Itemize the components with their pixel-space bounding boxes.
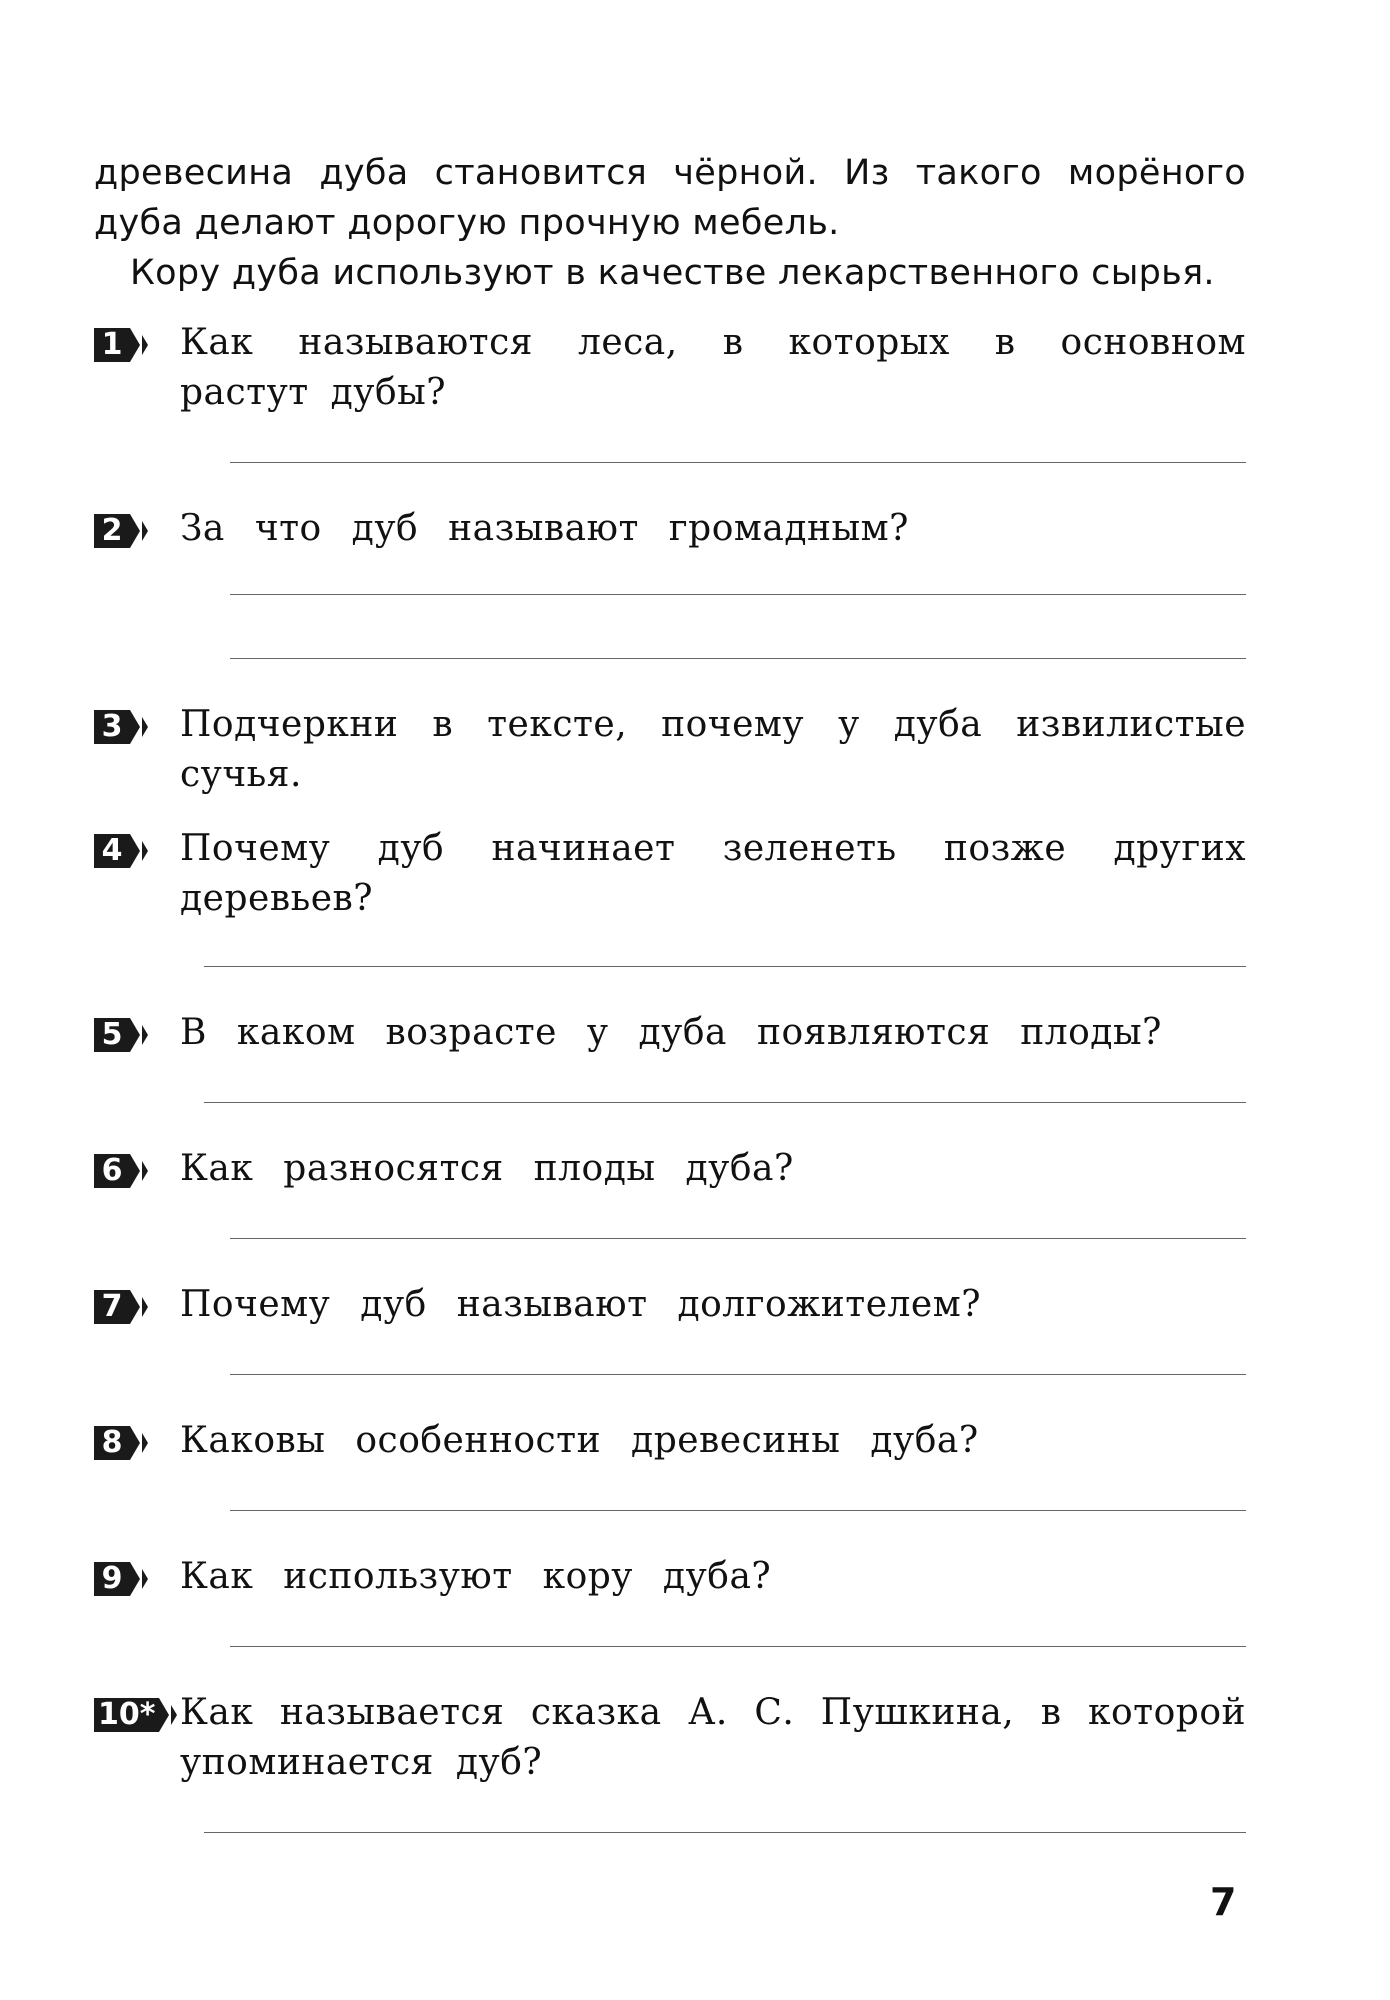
text-line: Кору дуба используют в качестве лекарственного сырья. [130, 253, 1215, 293]
answer-line[interactable] [230, 594, 1246, 595]
task-number-badge: 8 [94, 1426, 148, 1460]
task-8 [94, 1416, 1246, 1466]
reading-text [94, 148, 1246, 298]
task-5 [94, 1008, 1246, 1058]
task-1 [94, 318, 1246, 418]
task-4 [94, 824, 1246, 924]
task-question: Как разносятся плоды дуба? [180, 1148, 794, 1189]
task-question: Почему дуб начинает зеленеть позже других деревьев? [180, 828, 1246, 919]
task-9 [94, 1552, 1246, 1602]
text-line: древесина дуба становится чёрной. Из такого морёного [94, 153, 1246, 193]
task-number-badge: 6 [94, 1154, 148, 1188]
task-number-badge: 3 [94, 710, 148, 744]
task-question: Подчеркни в тексте, почему у дуба извилистые сучья. [180, 704, 1246, 795]
task-number-badge: 4 [94, 834, 148, 868]
answer-line[interactable] [230, 1510, 1246, 1511]
task-3 [94, 700, 1246, 800]
task-number-badge: 10* [94, 1698, 177, 1732]
task-7 [94, 1280, 1246, 1330]
page-number: 7 [1210, 1880, 1237, 1924]
task-question: Каковы особенности древесины дуба? [180, 1420, 979, 1461]
task-number-badge: 2 [94, 514, 148, 548]
answer-line[interactable] [230, 1374, 1246, 1375]
task-2 [94, 504, 1246, 554]
task-question: За что дуб называют громадным? [180, 508, 909, 549]
answer-line[interactable] [230, 658, 1246, 659]
answer-line[interactable] [230, 462, 1246, 463]
task-10 [94, 1688, 1246, 1788]
answer-line[interactable] [230, 1238, 1246, 1239]
task-question: Почему дуб называют долгожителем? [180, 1284, 981, 1325]
answer-line[interactable] [204, 1832, 1246, 1833]
task-number-badge: 1 [94, 328, 148, 362]
answer-line[interactable] [204, 1102, 1246, 1103]
task-question: В каком возрасте у дуба появляются плоды? [180, 1012, 1162, 1053]
task-question: Как называется сказка А. С. Пушкина, в которой упоминается дуб? [180, 1692, 1246, 1783]
answer-line[interactable] [230, 1646, 1246, 1647]
task-question: Как называются леса, в которых в основном растут дубы? [180, 322, 1246, 413]
task-number-badge: 5 [94, 1018, 148, 1052]
task-number-badge: 7 [94, 1290, 148, 1324]
task-question: Как используют кору дуба? [180, 1556, 772, 1597]
task-number-badge: 9 [94, 1562, 148, 1596]
text-line: дуба делают дорогую прочную мебель. [94, 203, 840, 243]
task-6 [94, 1144, 1246, 1194]
answer-line[interactable] [204, 966, 1246, 967]
